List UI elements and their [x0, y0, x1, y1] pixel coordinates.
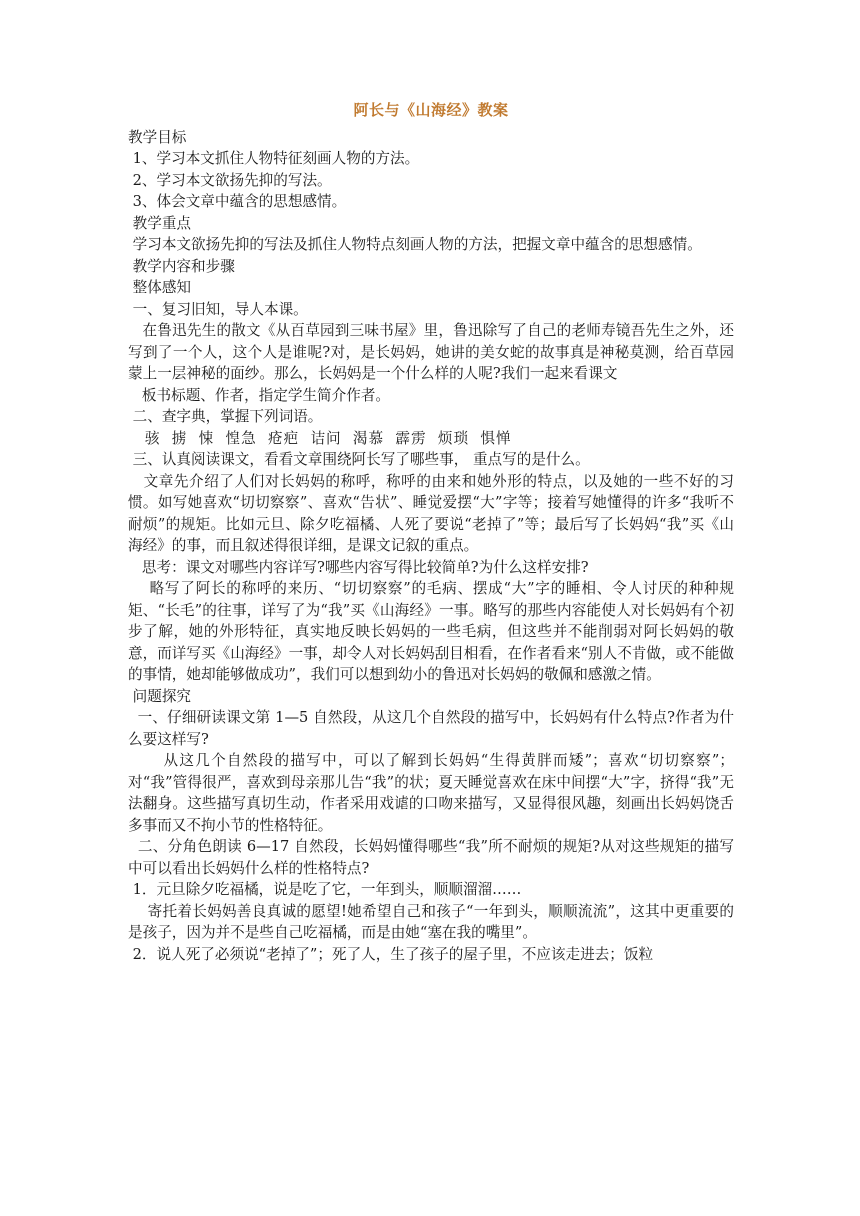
step-heading: 一、复习旧知，导人本课。: [128, 300, 308, 318]
body-paragraph: 板书标题、作者，指定学生简介作者。: [128, 386, 391, 404]
step-heading: 三、认真阅读课文，看看文章围绕阿长写了哪些事， 重点写的是什么。: [128, 451, 590, 468]
body-paragraph: 文章先介绍了人们对长妈妈的称呼，称呼的由来和她外形的特点，以及她的一些不好的习惯。如写她喜欢“切切察察”、喜欢“告状”、睡觉爱摆“大”字等；接着写她懂得的许多“我听不耐烦”的规矩。比如元旦、除夕吃福橘、人死了要说“老掉了”等；最后写了长妈妈“我”买《山海经》的事，而且叙述得很详细，是课文记叙的重点。: [128, 472, 734, 554]
heading-teaching-focus: 教学重点: [128, 214, 192, 232]
vocabulary-list: 骇 掳 悚 惶急 疮疤 诘问 渴慕 霹雳 烦琐 惧惮: [128, 429, 512, 447]
goal-item: 1、学习本文抓住人物特征刻画人物的方法。: [128, 150, 420, 167]
heading-inquiry: 问题探究: [128, 687, 192, 705]
goal-item: 3、体会文章中蕴含的思想感情。: [128, 193, 347, 210]
body-paragraph: 略写了阿长的称呼的来历、“切切察察”的毛病、摆成“大”字的睡相、令人讨厌的种种规矩、“长毛”的往事，详写了为“我”买《山海经》一事。略写的那些内容能使人对长妈妈有个初步了解，她的外形特征，真实地反映长妈妈的一些毛病，但这些并不能削弱对阿长妈妈的敬意，而详写买《山海经》一事，却令人对长妈妈刮目相看，在作者看来“别人不肯做，或不能做的事情，她却能够做成功”，我们可以想到幼小的鲁迅对长妈妈的敬佩和感激之情。: [128, 580, 734, 683]
heading-content-steps: 教学内容和步骤: [128, 257, 235, 275]
goal-item: 2、学习本文欲扬先抑的写法。: [128, 171, 332, 189]
body-paragraph: 寄托着长妈妈善良真诚的愿望!她希望自己和孩子“一年到头，顺顺流流”，这其中更重要的是孩子，因为并不是些自己吃福橘，而是由她“塞在我的嘴里”。: [128, 902, 734, 941]
document-title: 阿长与《山海经》教案: [353, 101, 509, 119]
heading-teaching-goals: 教学目标: [128, 128, 187, 146]
body-paragraph: 从这几个自然段的描写中，可以了解到长妈妈“生得黄胖而矮”；喜欢“切切察察”；对“我”管得很严，喜欢到母亲那儿告“我”的状；夏天睡觉喜欢在床中间摆“大”字，挤得“我”无法翻身。这些描写真切生动，作者采用戏谑的口吻来描写，又显得很风趣，刻画出长妈妈饶舌多事而又不拘小节的性格特征。: [128, 752, 734, 834]
question-paragraph: 思考：课文对哪些内容详写?哪些内容写得比较简单?为什么这样安排?: [128, 558, 589, 576]
list-item: 2．说人死了必须说“老掉了”；死了人，生了孩子的屋子里，不应该走进去；饭粒: [128, 945, 654, 963]
step-heading: 二、查字典，掌握下列词语。: [128, 408, 323, 425]
question-paragraph: 二、分角色朗读 6—17 自然段，长妈妈懂得哪些“我”所不耐烦的规矩?从对这些规矩的描写中可以看出长妈妈什么样的性格特点?: [128, 838, 734, 877]
document-page: [128, 100, 734, 965]
heading-overall: 整体感知: [128, 279, 192, 296]
question-paragraph: 一、仔细研读课文第 1—5 自然段，从这几个自然段的描写中，长妈妈有什么特点?作者为什么要这样写?: [128, 709, 734, 748]
focus-paragraph: 学习本文欲扬先抑的写法及抓住人物特点刻画人物的方法，把握文章中蕴含的思想感情。: [128, 236, 702, 253]
body-paragraph: 在鲁迅先生的散文《从百草园到三味书屋》里，鲁迅除写了自己的老师寿镜吾先生之外，还写到了一个人，这个人是谁呢?对，是长妈妈，她讲的美女蛇的故事真是神秘莫测，给百草园蒙上一层神秘的面纱。那么，长妈妈是一个什么样的人呢?我们一起来看课文: [128, 322, 734, 382]
list-item: 1．元旦除夕吃福橘，说是吃了它，一年到头，顺顺溜溜……: [128, 881, 522, 898]
